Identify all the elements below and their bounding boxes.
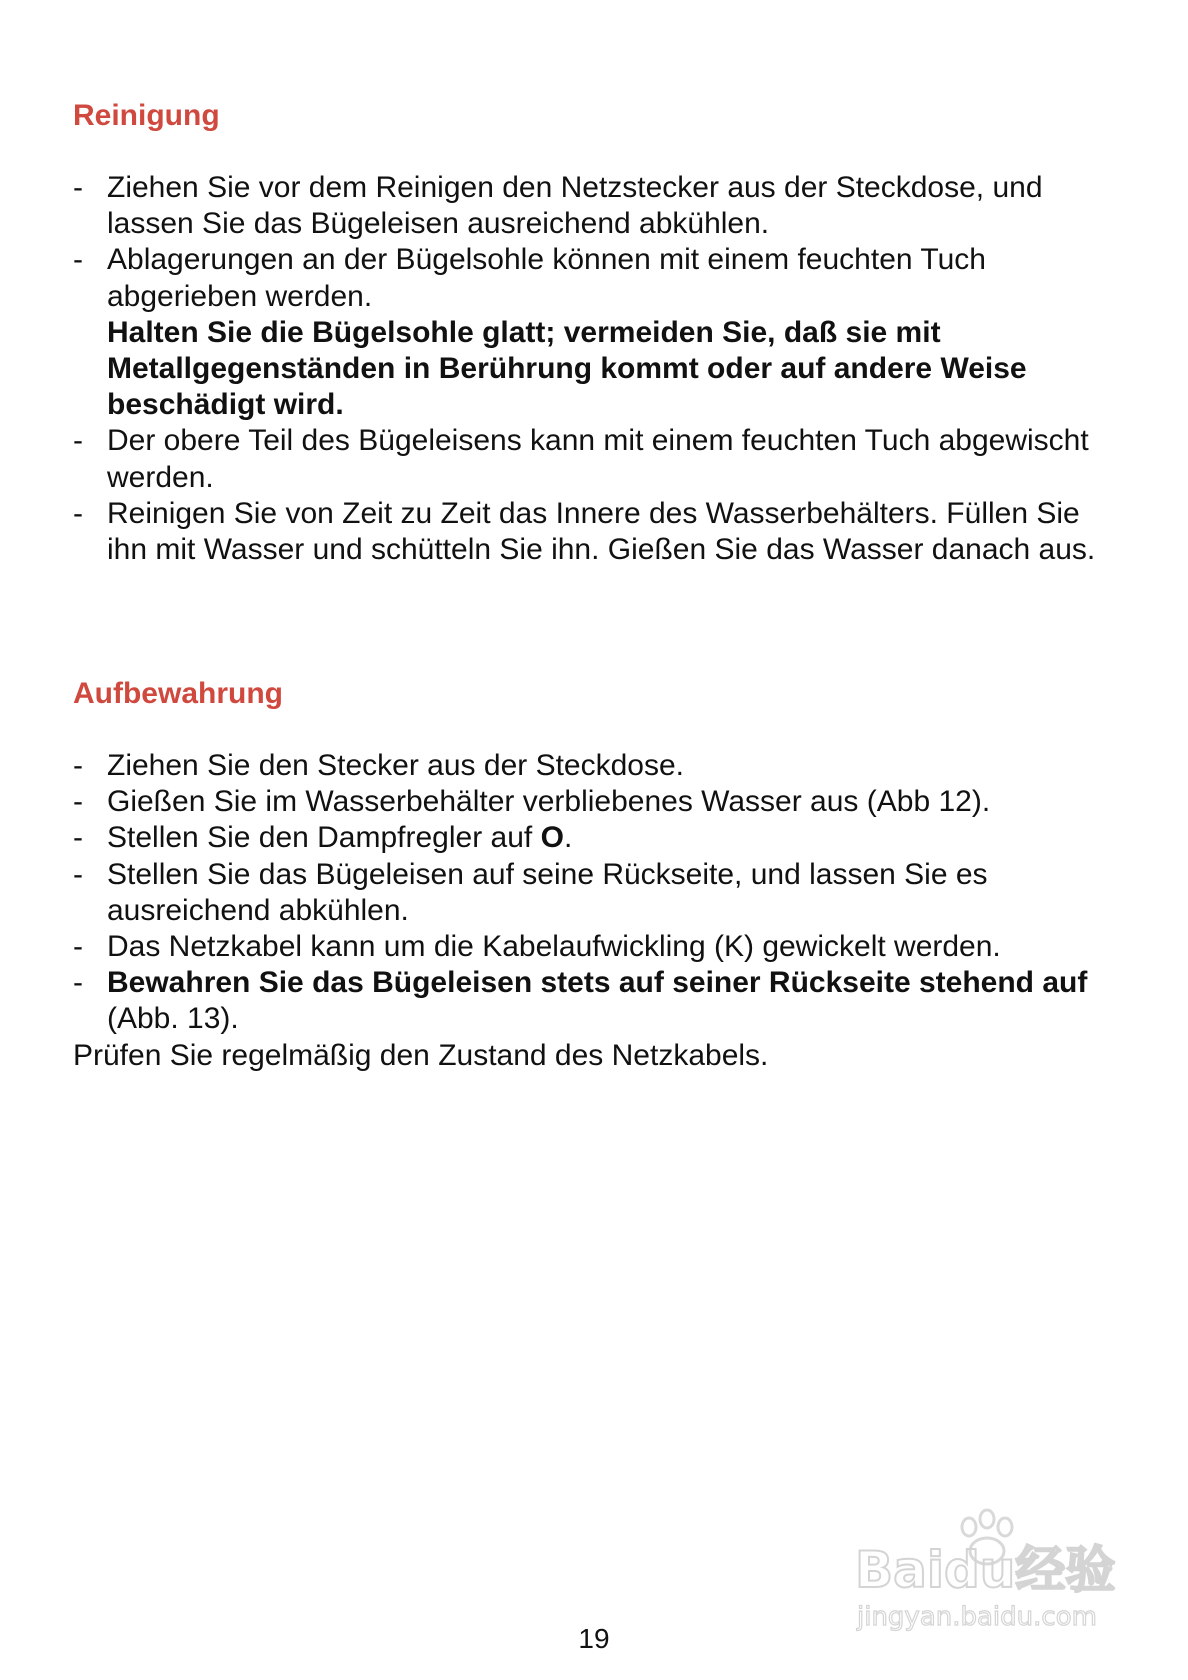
section-title-storage: Aufbewahrung bbox=[73, 677, 283, 710]
list-item-text: Der obere Teil des Bügeleisens kann mit einem feuchten Tuch abgewischt werden. bbox=[107, 424, 1089, 494]
storage-instruction-text: Bewahren Sie das Bügeleisen stets auf seiner Rückseite stehend auf bbox=[107, 966, 1088, 1000]
section-title-cleaning: Reinigung bbox=[73, 99, 220, 132]
list-marker: - bbox=[73, 171, 83, 204]
dial-setting-text: O bbox=[540, 821, 564, 855]
list-item bbox=[73, 423, 1123, 495]
list-item-text: Stellen Sie das Bügeleisen auf seine Rückseite, und lassen Sie es ausreichend abkühlen. bbox=[107, 857, 988, 927]
list-item bbox=[73, 242, 1123, 423]
storage-list bbox=[73, 748, 1123, 1038]
list-item-text: Das Netzkabel kann um die Kabelaufwickling (K) gewickelt werden. bbox=[107, 930, 1001, 964]
cleaning-list bbox=[73, 170, 1123, 568]
list-item-text: Gießen Sie im Wasserbehälter verbliebenes Wasser aus (Abb 12). bbox=[107, 785, 991, 819]
list-marker: - bbox=[73, 424, 83, 458]
list-item bbox=[73, 929, 1123, 965]
list-item bbox=[73, 820, 1123, 856]
list-marker: - bbox=[73, 857, 83, 891]
list-marker: - bbox=[73, 243, 83, 277]
list-item bbox=[73, 857, 1123, 929]
list-marker: - bbox=[73, 821, 83, 855]
warning-text: Halten Sie die Bügelsohle glatt; vermeiden Sie, daß sie mit Metallgegenständen in Berührung kommt oder auf andere Weise beschädigt wird. bbox=[107, 315, 1027, 422]
watermark-logo-text: Baidu经验 bbox=[855, 1541, 1116, 1599]
list-item-text-after: . bbox=[563, 821, 573, 855]
watermark-url-text: jingyan.baidu.com bbox=[857, 1602, 1097, 1632]
page-number: 19 bbox=[578, 1623, 610, 1654]
list-marker: - bbox=[73, 966, 83, 1000]
list-item bbox=[73, 784, 1123, 820]
list-item bbox=[73, 965, 1123, 1037]
list-item-text-after: (Abb. 13). bbox=[107, 1002, 239, 1036]
list-item bbox=[73, 496, 1123, 568]
list-item bbox=[73, 170, 1123, 242]
list-item-text: Ziehen Sie den Stecker aus der Steckdose. bbox=[107, 749, 685, 782]
list-marker: - bbox=[73, 749, 83, 782]
baidu-jingyan-watermark bbox=[845, 1505, 1125, 1635]
list-item-text: Reinigen Sie von Zeit zu Zeit das Innere des Wasserbehälters. Füllen Sie ihn mit Wasser und schütteln Sie ihn. Gießen Sie das Wasser danach aus. bbox=[107, 496, 1096, 567]
list-item bbox=[73, 748, 1123, 784]
list-marker: - bbox=[73, 496, 83, 530]
list-item-text: Stellen Sie den Dampfregler auf bbox=[107, 821, 541, 855]
list-item-text: Ablagerungen an der Bügelsohle können mit einem feuchten Tuch abgerieben werden. bbox=[107, 243, 986, 313]
list-marker: - bbox=[73, 785, 83, 819]
list-item-text: Ziehen Sie vor dem Reinigen den Netzstecker aus der Steckdose, und lassen Sie das Bügeleisen ausreichend abkühlen. bbox=[107, 171, 1043, 241]
list-marker: - bbox=[73, 930, 83, 964]
cable-check-note: Prüfen Sie regelmäßig den Zustand des Netzkabels. bbox=[73, 1039, 769, 1072]
